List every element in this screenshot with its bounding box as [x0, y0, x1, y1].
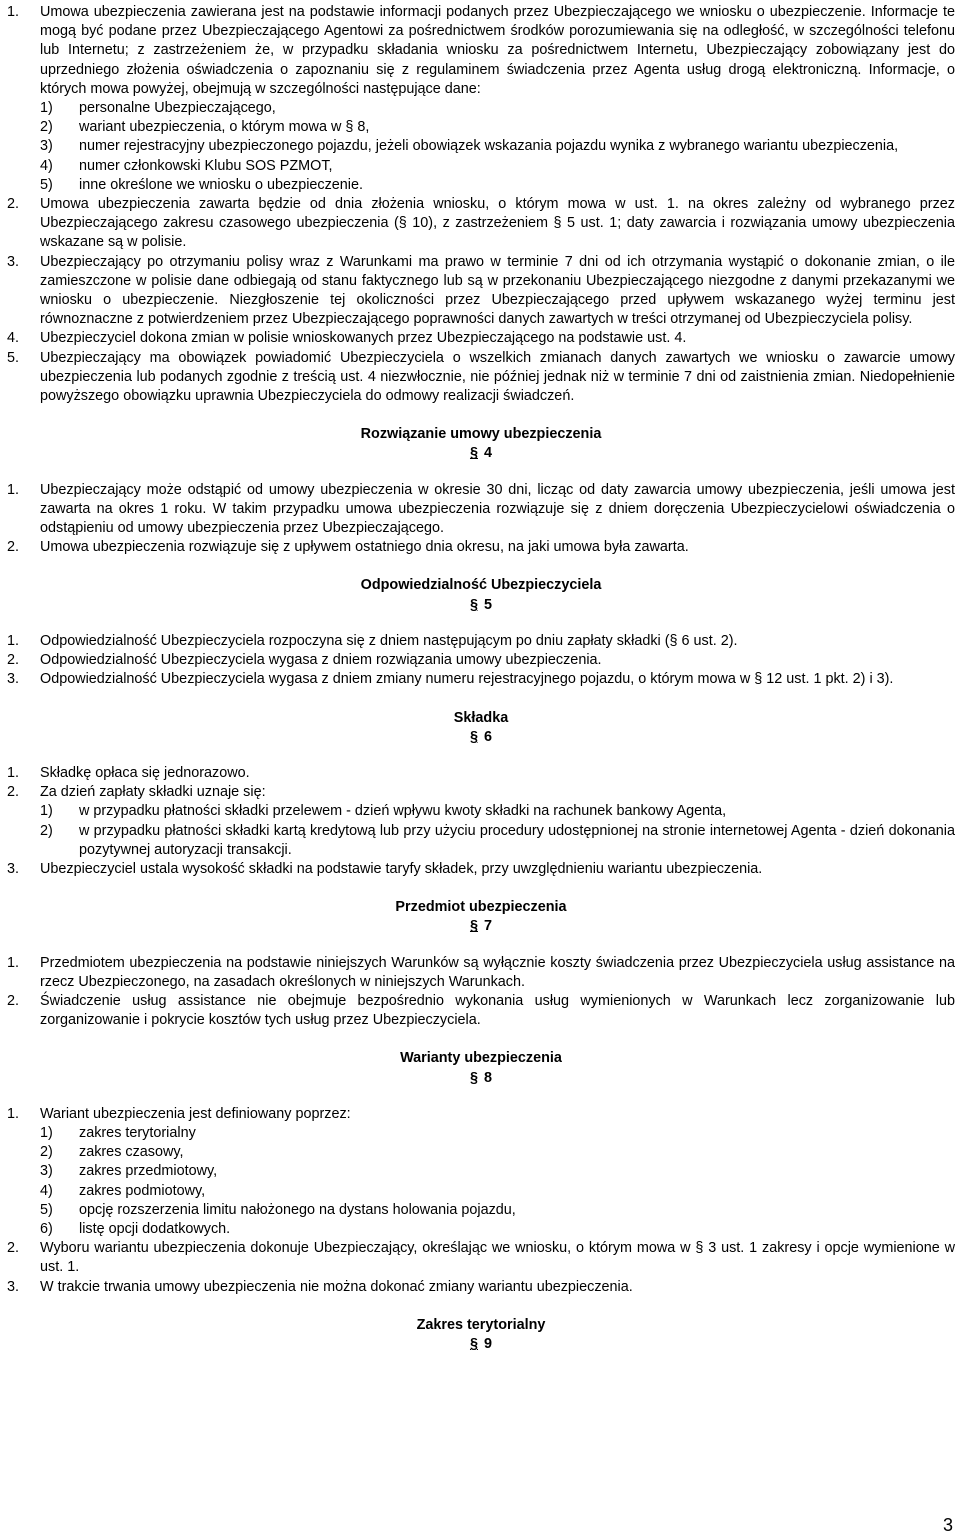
list-item: 1. Wariant ubezpieczenia jest definiowany poprzez: 1) zakres terytorialny 2) zakres czasowy, 3) zakres przedmiotowy, 4) zakres podmiotowy, 5) opcję rozszerzenia limitu nałożonego na dystans holowania pojazdu, 6) listę opcji dodatkowych. — [7, 1105, 955, 1239]
item-number: 5. — [7, 349, 20, 366]
section-title: Warianty ubezpieczenia — [400, 1050, 562, 1067]
paragraph-sign: § — [469, 596, 478, 613]
paragraph-number: § 5 — [469, 596, 493, 613]
paragraph-sign: § — [469, 1335, 478, 1352]
sub-item: 3) numer rejestracyjny ubezpieczonego pojazdu, jeżeli obowiązek wskazania pojazdu wynika z wybranego wariantu ubezpieczenia, — [40, 138, 899, 155]
section-3 — [7, 3, 955, 406]
list-item — [7, 195, 955, 253]
sub-item: 2) zakres czasowy, — [40, 1144, 184, 1161]
list-item: 1. Składkę opłaca się jednorazowo. — [7, 764, 250, 781]
list-item: 2. Świadczenie usług assistance nie obejmuje bezpośrednio wykonania usług wymienionych w Warunkach lecz zorganizowanie lub zorganizowanie i pokrycie kosztów tych usług przez Ubezpieczyciela. — [7, 992, 955, 1029]
list-item: 1. Przedmiotem ubezpieczenia na podstawie niniejszych Warunków są wyłącznie koszty świadczenia przez Ubezpieczyciela usług assistance na rzecz Ubezpieczonego, na zasadach określonych w niniejszych Warunkach. — [7, 954, 955, 990]
list-item: 3. W trakcie trwania umowy ubezpieczenia nie można dokonać zmiany wariantu ubezpieczenia. — [7, 1278, 633, 1295]
section-7 — [7, 898, 955, 1030]
sub-item: 2) wariant ubezpieczenia, o którym mowa w § 8, — [40, 119, 370, 136]
sub-item: 2) w przypadku płatności składki kartą kredytową lub przy użyciu procedury udostępnionej na stronie internetowej Agenta - dzień dokonania pozytywnej autoryzacji transakcji. — [40, 822, 955, 858]
page-number: 3 — [942, 1515, 953, 1535]
section-title: Przedmiot ubezpieczenia — [395, 899, 567, 916]
section-title: Składka — [453, 709, 509, 726]
sub-item: 3) zakres przedmiotowy, — [40, 1163, 218, 1180]
paragraph-sign: § — [469, 1069, 478, 1086]
paragraph-number: § 9 — [469, 1335, 493, 1352]
item-text: Ubezpieczający po otrzymaniu polisy wraz z Warunkami ma prawo w terminie 7 dni od ich otrzymania wystąpić o dokonanie zmian, o ile zamieszczone w polisie dane odbiegają od stanu faktycznego lub są w przekonaniu Ubezpieczającego niezgodne z danymi przekazanymi we wniosku o ubezpieczenie. Niezgłoszenie tej okoliczności przez Ubezpieczającego przed upływem wskazanego wyżej terminu jest równoznaczne z potwierdzeniem przez Ubezpieczającego poprawności danych zawartych w treści otrzymanej od Ubezpieczyciela polisy. — [40, 253, 955, 328]
item-number: 2. — [7, 196, 20, 213]
list-item: 2. Za dzień zapłaty składki uznaje się: 1) w przypadku płatności składki przelewem - dzień wpływu kwoty składki na rachunek bankowy Agenta, 2) w przypadku płatności składki kartą kredytową lub przy użyciu procedury udostępnionej na stronie internetowej Agenta - dzień dokonania pozytywnej autoryzacji transakcji. — [7, 783, 955, 860]
document-page — [7, 3, 955, 1354]
section-4 — [7, 425, 955, 557]
item-number: 1. — [7, 4, 20, 20]
section-9 — [7, 1316, 955, 1354]
list-item: 1. Odpowiedzialność Ubezpieczyciela rozpoczyna się z dniem następującym po dniu zapłaty składki (§ 6 ust. 2). — [7, 632, 738, 649]
sub-item: 5) opcję rozszerzenia limitu nałożonego na dystans holowania pojazdu, — [40, 1201, 516, 1218]
paragraph-number: § 8 — [469, 1069, 493, 1086]
item-text: Ubezpieczający ma obowiązek powiadomić Ubezpieczyciela o wszelkich zmianach danych zawartych we wniosku o zawarcie umowy ubezpieczenia lub podanych zgodnie z treścią ust. 4 niezwłocznie, nie później jednak niż w terminie 7 dni od zaistnienia zmian. Niedopełnienie powyższego obowiązku uprawnia Ubezpieczyciela do odmowy realizacji świadczeń. — [40, 349, 955, 405]
paragraph-number: § 6 — [469, 728, 493, 745]
sub-item: 1) w przypadku płatności składki przelewem - dzień wpływu kwoty składki na rachunek bankowy Agenta, — [40, 803, 727, 820]
sub-item: 1) zakres terytorialny — [40, 1124, 196, 1141]
paragraph-number: § 7 — [469, 918, 493, 935]
paragraph-sign: § — [469, 918, 478, 935]
list-item: 3. Odpowiedzialność Ubezpieczyciela wygasa z dniem zmiany numeru rejestracyjnego pojazdu, o którym mowa w § 12 ust. 1 pkt. 2) i 3). — [7, 671, 894, 688]
section-title: Zakres terytorialny — [416, 1316, 546, 1333]
section-title: Odpowiedzialność Ubezpieczyciela — [360, 577, 602, 594]
paragraph-number: § 4 — [469, 445, 493, 462]
sub-item: 6) listę opcji dodatkowych. — [40, 1220, 231, 1237]
sub-item: 1) personalne Ubezpieczającego, — [40, 100, 276, 117]
list-item: 2. Umowa ubezpieczenia rozwiązuje się z upływem ostatniego dnia okresu, na jaki umowa była zawarta. — [7, 539, 689, 556]
paragraph-sign: § — [469, 728, 478, 745]
section-5 — [7, 576, 955, 689]
item-number: 4. — [7, 330, 20, 347]
list-item: 3. Ubezpieczyciel ustala wysokość składki na podstawie taryfy składek, przy uwzględnieniu wariantu ubezpieczenia. — [7, 860, 763, 877]
list-item — [7, 349, 955, 407]
item-text: Umowa ubezpieczenia zawierana jest na podstawie informacji podanych przez Ubezpieczającego we wniosku o ubezpieczenie. Informacje te mogą być podane przez Ubezpieczającego Agentowi za pośrednictwem środków porozumiewania się na odległość, w szczególności telefonu lub Internetu; z zastrzeżeniem że, w przypadku składania wniosku za pośrednictwem Internetu, Ubezpieczający zobowiązany jest do uprzedniego złożenia oświadczenia o zapoznaniu się z regulaminem świadczenia przez Agenta usług drogą elektroniczną. Informacje, o których mowa powyżej, obejmują w szczególności następujące dane: — [40, 4, 955, 97]
list-item — [7, 3, 955, 195]
list-item: 1. Ubezpieczający może odstąpić od umowy ubezpieczenia w okresie 30 dni, licząc od daty zawarcia umowy ubezpieczenia, jeśli umowa jest zawarta na okres 1 roku. W takim przypadku umowa ubezpieczenia rozwiązuje się z dniem doręczenia Ubezpieczycielowi oświadczenia o odstąpieniu od umowy ubezpieczenia przez Ubezpieczającego. — [7, 481, 955, 537]
list-item — [7, 253, 955, 330]
section-8 — [7, 1049, 955, 1296]
paragraph-sign: § — [469, 445, 478, 462]
sub-item: 4) zakres podmiotowy, — [40, 1182, 206, 1199]
section-title: Rozwiązanie umowy ubezpieczenia — [360, 426, 602, 443]
item-text: Ubezpieczyciel dokona zmian w polisie wnioskowanych przez Ubezpieczającego na podstawie ust. 4. — [40, 330, 687, 347]
item-text: Umowa ubezpieczenia zawarta będzie od dnia złożenia wniosku, o którym mowa w ust. 1. na okres zależny od wybranego przez Ubezpieczającego zakresu czasowego ubezpieczenia (§ 10), z zastrzeżeniem § 5 ust. 1; daty zawarcia i rozwiązania umowy ubezpieczenia wskazane są w polisie. — [40, 196, 955, 251]
list-item — [7, 329, 955, 348]
item-number: 3. — [7, 253, 20, 270]
section-6 — [7, 709, 955, 880]
sub-item: 5) inne określone we wniosku o ubezpieczenie. — [40, 176, 363, 193]
list-item: 2. Odpowiedzialność Ubezpieczyciela wygasa z dniem rozwiązania umowy ubezpieczenia. — [7, 652, 602, 669]
sub-item: 4) numer członkowski Klubu SOS PZMOT, — [40, 157, 333, 174]
list-item: 2. Wyboru wariantu ubezpieczenia dokonuje Ubezpieczający, określając we wniosku, o którym mowa w § 3 ust. 1 zakresy i opcje wymienione w ust. 1. — [7, 1240, 955, 1276]
